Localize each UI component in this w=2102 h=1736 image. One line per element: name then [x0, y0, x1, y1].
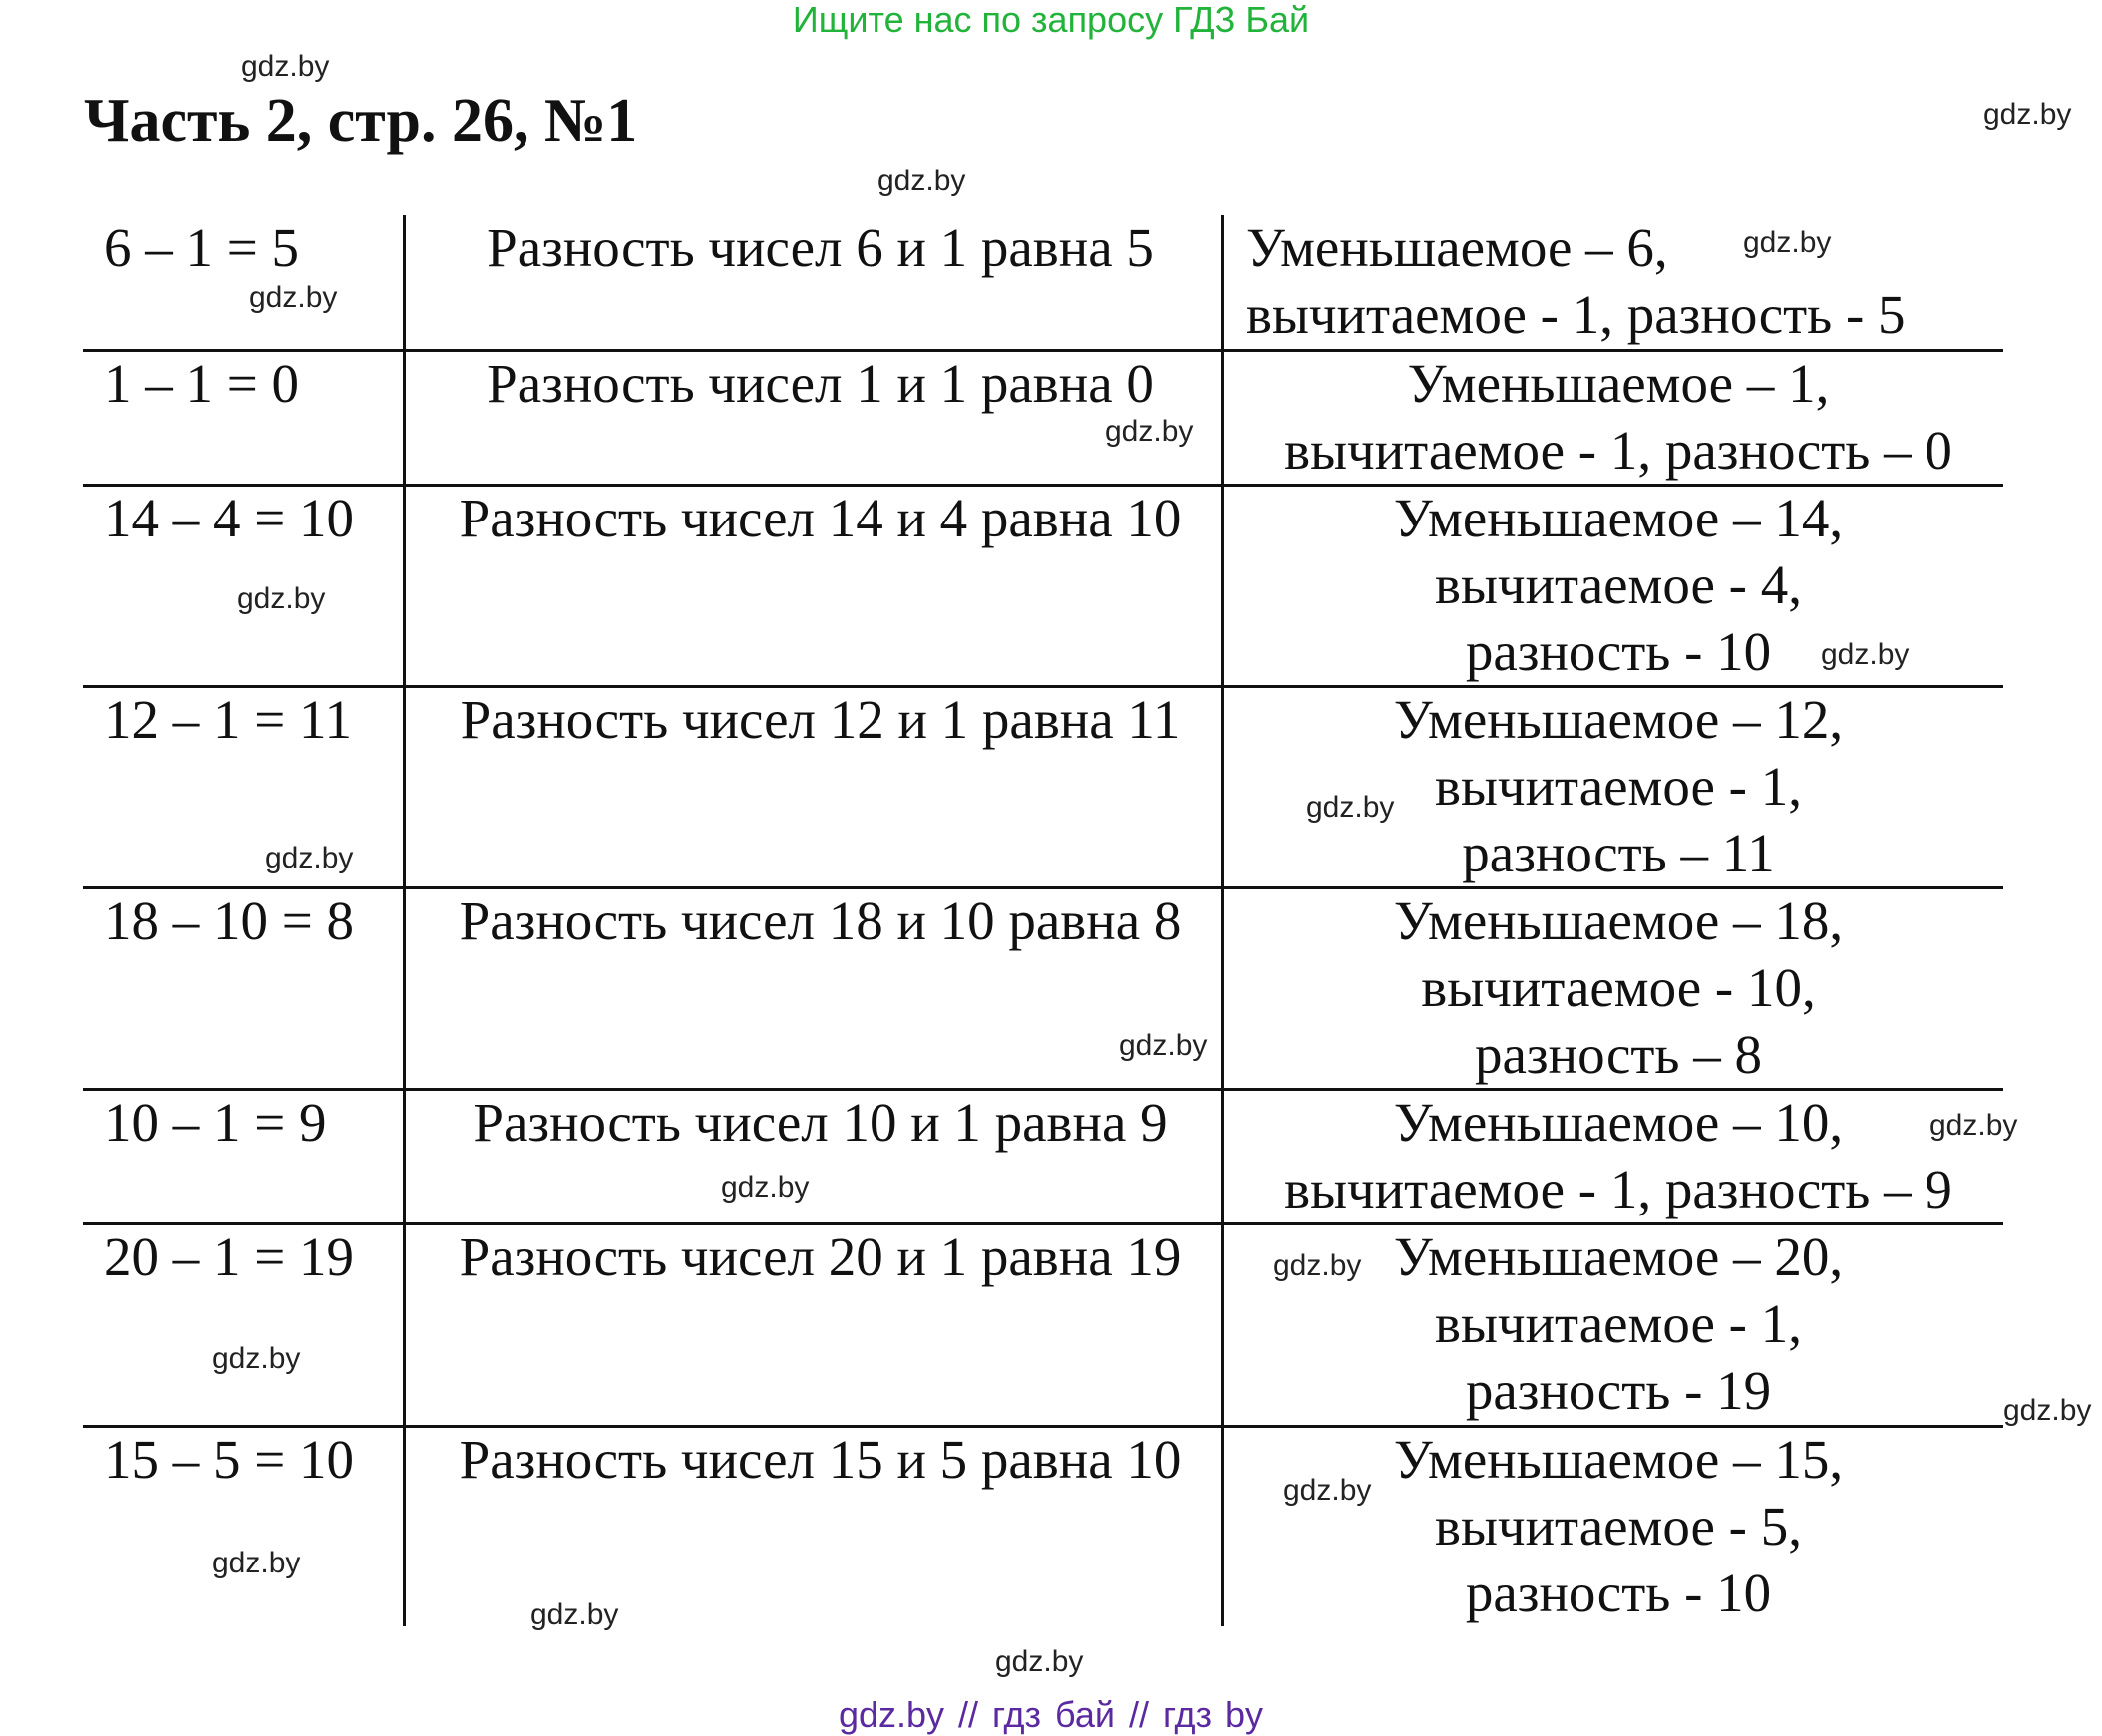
row-1-equation: 6 – 1 = 5: [104, 217, 300, 278]
row-8-components-line-1: Уменьшаемое – 15,: [1393, 1429, 1844, 1490]
row-1-components-line-2: вычитаемое - 1, разность - 5: [1246, 284, 1906, 345]
row-4-equation: 12 – 1 = 11: [104, 689, 352, 750]
row-4-components-line-2: вычитаемое - 1,: [1434, 756, 1802, 817]
row-4-description: Разность чисел 12 и 1 равна 11: [460, 689, 1181, 750]
table-column-divider: [403, 215, 406, 1626]
top-banner: Ищите нас по запросу ГДЗ Бай: [792, 0, 1310, 40]
row-8-components-line-3: разность - 10: [1465, 1562, 1772, 1623]
row-6-components-line-2: вычитаемое - 1, разность – 9: [1284, 1159, 1952, 1219]
watermark: gdz.by: [1273, 1249, 1362, 1282]
watermark: gdz.by: [241, 50, 330, 83]
row-2-components-line-2: вычитаемое - 1, разность – 0: [1284, 420, 1952, 481]
row-5-equation: 18 – 10 = 8: [104, 890, 355, 951]
row-5-components-line-3: разность – 8: [1475, 1024, 1762, 1085]
watermark: gdz.by: [1105, 415, 1194, 448]
row-2-components-line-1: Уменьшаемое – 1,: [1407, 353, 1830, 414]
watermark: gdz.by: [1929, 1109, 2018, 1142]
row-7-components-line-2: вычитаемое - 1,: [1434, 1293, 1802, 1354]
watermark: gdz.by: [1283, 1474, 1372, 1507]
row-6-equation: 10 – 1 = 9: [104, 1092, 327, 1153]
watermark: gdz.by: [265, 842, 354, 874]
row-1-components-line-1: Уменьшаемое – 6,: [1246, 217, 1668, 278]
watermark: gdz.by: [1306, 791, 1395, 824]
row-3-equation: 14 – 4 = 10: [104, 488, 355, 548]
watermark: gdz.by: [212, 1547, 301, 1579]
row-4-components-line-1: Уменьшаемое – 12,: [1393, 689, 1844, 750]
row-3-components-line-2: вычитаемое - 4,: [1434, 554, 1802, 615]
row-7-components-line-3: разность - 19: [1465, 1360, 1772, 1421]
watermark: gdz.by: [721, 1171, 810, 1204]
watermark: gdz.by: [995, 1645, 1084, 1678]
watermark: gdz.by: [1743, 226, 1832, 259]
watermark: gdz.by: [212, 1342, 301, 1375]
row-8-components-line-2: вычитаемое - 5,: [1434, 1496, 1802, 1557]
watermark: gdz.by: [877, 165, 966, 197]
watermark: gdz.by: [1119, 1029, 1208, 1062]
row-8-description: Разность чисел 15 и 5 равна 10: [459, 1429, 1182, 1490]
row-6-components-line-1: Уменьшаемое – 10,: [1393, 1092, 1844, 1153]
row-2-equation: 1 – 1 = 0: [104, 353, 300, 414]
watermark: gdz.by: [530, 1598, 619, 1631]
row-6-description: Разность чисел 10 и 1 равна 9: [473, 1092, 1168, 1153]
row-5-description: Разность чисел 18 и 10 равна 8: [459, 890, 1182, 951]
row-3-description: Разность чисел 14 и 4 равна 10: [459, 488, 1182, 548]
watermark: gdz.by: [249, 281, 338, 314]
row-8-equation: 15 – 5 = 10: [104, 1429, 355, 1490]
row-7-equation: 20 – 1 = 19: [104, 1226, 355, 1287]
watermark: gdz.by: [2003, 1394, 2092, 1427]
row-3-components-line-1: Уменьшаемое – 14,: [1393, 488, 1844, 548]
row-2-description: Разность чисел 1 и 1 равна 0: [487, 353, 1154, 414]
row-7-components-line-1: Уменьшаемое – 20,: [1393, 1226, 1844, 1287]
footer-links: gdz.by // гдз бай // гдз by: [838, 1694, 1264, 1735]
row-7-description: Разность чисел 20 и 1 равна 19: [459, 1226, 1182, 1287]
page-title: Часть 2, стр. 26, №1: [84, 87, 638, 155]
row-5-components-line-1: Уменьшаемое – 18,: [1393, 890, 1844, 951]
row-1-description: Разность чисел 6 и 1 равна 5: [487, 217, 1154, 278]
row-4-components-line-3: разность – 11: [1462, 823, 1775, 883]
row-3-components-line-3: разность - 10: [1465, 621, 1772, 682]
watermark: gdz.by: [1983, 98, 2072, 131]
row-5-components-line-2: вычитаемое - 10,: [1421, 957, 1816, 1018]
watermark: gdz.by: [1821, 638, 1910, 671]
watermark: gdz.by: [237, 582, 326, 615]
